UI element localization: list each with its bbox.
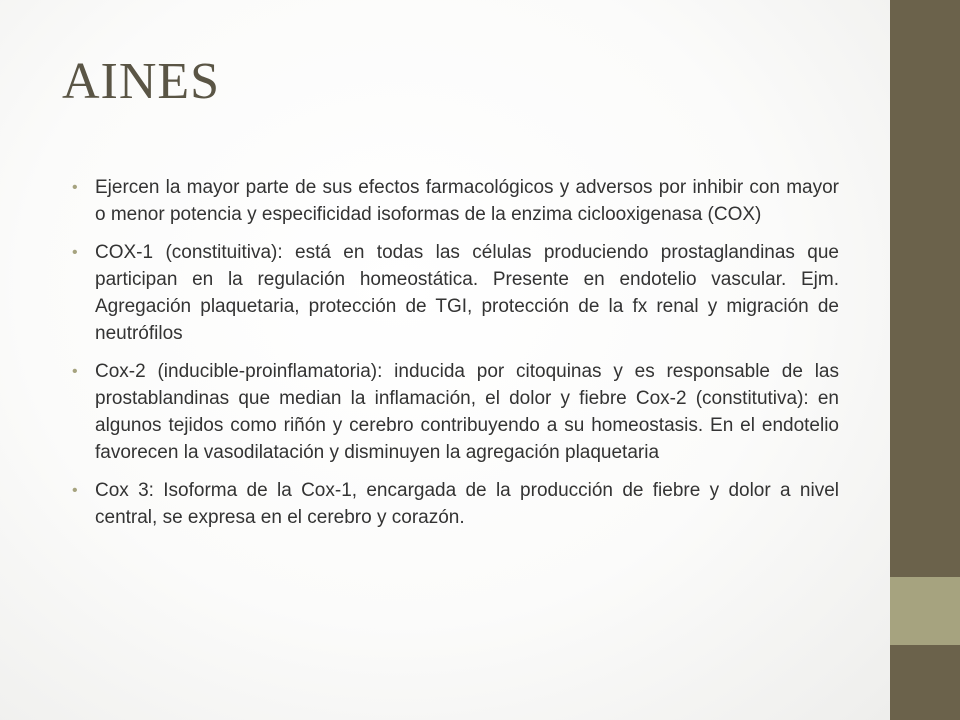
bullet-item bbox=[72, 174, 839, 228]
side-bar-top bbox=[890, 0, 960, 577]
bullet-dot-icon: • bbox=[72, 244, 78, 261]
bullet-text: Cox-2 (inducible-proinflamatoria): inducida por citoquinas y es responsable de las prostablandinas que median la inflamación, el dolor y fiebre Cox-2 (constitutiva): en algunos tejidos como riñón y cerebro contribuyendo a su homeostasis. En el endotelio favorecen la vasodilatación y disminuyen la agregación plaquetaria bbox=[95, 361, 839, 463]
bullet-item bbox=[72, 358, 839, 466]
side-bar-bottom bbox=[890, 645, 960, 720]
bullet-text: Ejercen la mayor parte de sus efectos farmacológicos y adversos por inhibir con mayor o menor potencia y especificidad isoformas de la enzima ciclooxigenasa (COX) bbox=[95, 177, 839, 225]
bullet-text: COX-1 (constituitiva): está en todas las células produciendo prostaglandinas que participan en la regulación homeostática. Presente en endotelio vascular. Ejm. Agregación plaquetaria, protección de TGI, protección de la fx renal y migración de neutrófilos bbox=[95, 242, 839, 344]
slide-title: AINES bbox=[62, 53, 221, 110]
bullet-list bbox=[72, 174, 839, 542]
side-bar-accent bbox=[890, 577, 960, 645]
bullet-dot-icon: • bbox=[72, 363, 78, 380]
bullet-dot-icon: • bbox=[72, 482, 78, 499]
bullet-item bbox=[72, 239, 839, 347]
bullet-item bbox=[72, 477, 839, 531]
bullet-dot-icon: • bbox=[72, 179, 78, 196]
bullet-text: Cox 3: Isoforma de la Cox-1, encargada de la producción de fiebre y dolor a nivel central, se expresa en el cerebro y corazón. bbox=[95, 480, 839, 528]
